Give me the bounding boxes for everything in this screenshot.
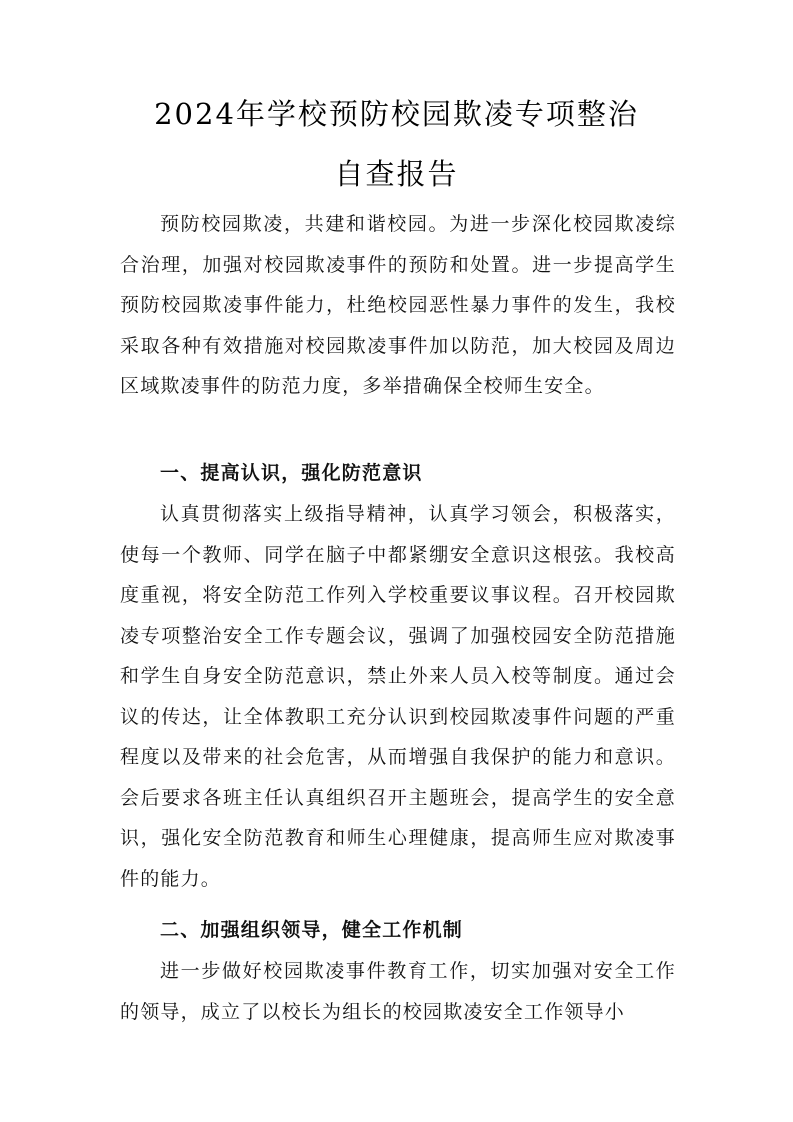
section-heading-1: 一、提高认识，强化防范意识 <box>160 462 423 484</box>
section-heading-2: 二、加强组织领导，健全工作机制 <box>160 919 464 941</box>
document-title-line-2: 自查报告 <box>334 157 459 191</box>
section-2-paragraph: 进一步做好校园欺凌事件教育工作，切实加强对安全工作的领导，成立了以校长为组长的校园欺凌安全工作领导小 <box>120 960 676 1023</box>
document-title-line-1: 2024年学校预防校园欺凌专项整治 <box>154 97 639 131</box>
intro-paragraph: 预防校园欺凌，共建和谐校园。为进一步深化校园欺凌综合治理，加强对校园欺凌事件的预防和处置。进一步提高学生预防校园欺凌事件能力，杜绝校园恶性暴力事件的发生，我校采取各种有效措施对校园欺凌事件加以防范，加大校园及周边区域欺凌事件的防范力度，多举措确保全校师生安全。 <box>120 213 676 397</box>
section-1-paragraph: 认真贯彻落实上级指导精神，认真学习领会，积极落实，使每一个教师、同学在脑子中都紧绷安全意识这根弦。我校高度重视，将安全防范工作列入学校重要议事议程。召开校园欺凌专项整治安全工作专题会议，强调了加强校园安全防范措施和学生自身安全防范意识，禁止外来人员入校等制度。通过会议的传达，让全体教职工充分认识到校园欺凌事件问题的严重程度以及带来的社会危害，从而增强自我保护的能力和意识。会后要求各班主任认真组织召开主题班会，提高学生的安全意识，强化安全防范教育和师生心理健康，提高师生应对欺凌事件的能力。 <box>120 503 676 890</box>
